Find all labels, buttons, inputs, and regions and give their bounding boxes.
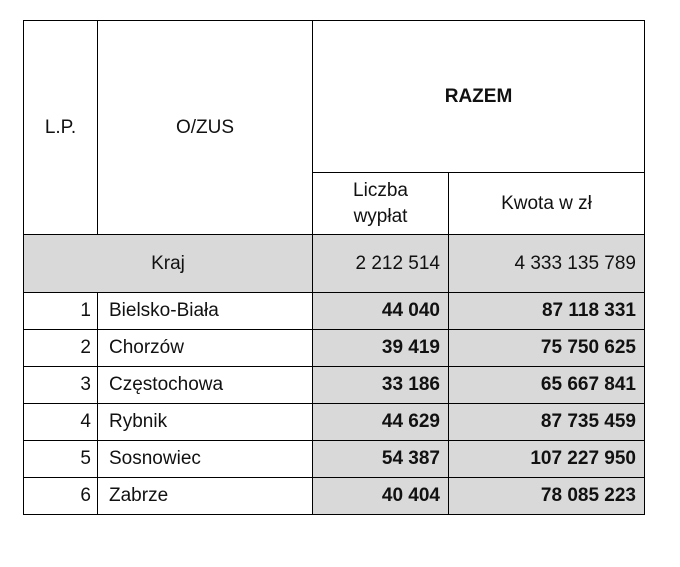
table-row xyxy=(24,441,645,478)
row-name: Rybnik xyxy=(98,404,313,441)
row-name: Zabrze xyxy=(98,478,313,515)
header-liczba-line1: Liczba xyxy=(353,179,408,201)
table-row xyxy=(24,478,645,515)
row-amount: 75 750 625 xyxy=(449,330,645,367)
header-liczba-wyplat xyxy=(313,173,449,235)
header-liczba-line2: wypłat xyxy=(353,205,408,227)
row-lp: 3 xyxy=(24,367,98,404)
row-name: Bielsko-Biała xyxy=(98,293,313,330)
row-count: 40 404 xyxy=(313,478,449,515)
header-lp: L.P. xyxy=(24,21,98,235)
row-amount: 87 735 459 xyxy=(449,404,645,441)
header-kwota: Kwota w zł xyxy=(449,173,645,235)
row-name: Chorzów xyxy=(98,330,313,367)
total-label: Kraj xyxy=(24,235,313,293)
row-amount: 78 085 223 xyxy=(449,478,645,515)
header-razem: RAZEM xyxy=(313,21,645,173)
total-count: 2 212 514 xyxy=(313,235,449,293)
row-amount: 87 118 331 xyxy=(449,293,645,330)
row-lp: 4 xyxy=(24,404,98,441)
header-ozus: O/ZUS xyxy=(98,21,313,235)
table-row xyxy=(24,404,645,441)
row-name: Częstochowa xyxy=(98,367,313,404)
table-row xyxy=(24,330,645,367)
row-lp: 6 xyxy=(24,478,98,515)
row-count: 33 186 xyxy=(313,367,449,404)
table-row xyxy=(24,367,645,404)
payments-table xyxy=(23,20,645,515)
total-row xyxy=(24,235,645,293)
row-lp: 5 xyxy=(24,441,98,478)
row-lp: 2 xyxy=(24,330,98,367)
table-row xyxy=(24,293,645,330)
row-count: 39 419 xyxy=(313,330,449,367)
row-amount: 107 227 950 xyxy=(449,441,645,478)
row-count: 44 629 xyxy=(313,404,449,441)
row-name: Sosnowiec xyxy=(98,441,313,478)
row-count: 54 387 xyxy=(313,441,449,478)
row-lp: 1 xyxy=(24,293,98,330)
row-count: 44 040 xyxy=(313,293,449,330)
row-amount: 65 667 841 xyxy=(449,367,645,404)
total-amount: 4 333 135 789 xyxy=(449,235,645,293)
